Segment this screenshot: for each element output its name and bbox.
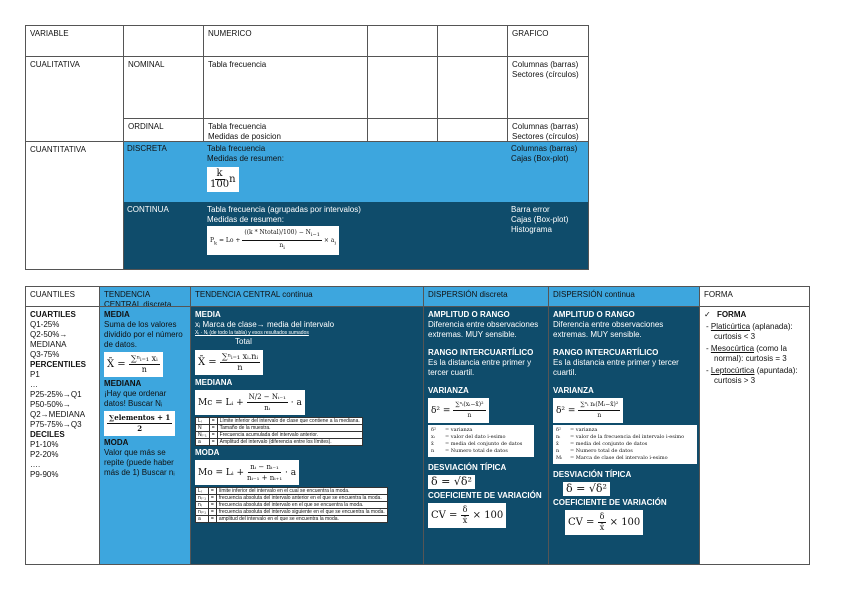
- legend-description: Tamaño de la muestra.: [217, 425, 362, 432]
- dt-continua-formula: δ = √δ²: [563, 482, 610, 496]
- legend-equals: =: [208, 502, 216, 509]
- forma-term: Platicúrtica: [710, 322, 751, 331]
- mediana-legend-table: [195, 417, 363, 446]
- cuartil-item: MEDIANA: [30, 340, 67, 349]
- moda-legend-table: [195, 487, 388, 523]
- decil-item: ….: [30, 460, 41, 469]
- header-tc-continua: TENDENCIA CENTRAL continua: [190, 286, 424, 307]
- moc-eq-lhs: Mo = Lᵢ +: [198, 468, 245, 478]
- riq-continua-title: RANGO INTERCUARTÍLICO: [553, 348, 659, 357]
- variance-legend-description: = varianza: [570, 427, 598, 433]
- legend-symbol: Nᵢ₋₁: [196, 432, 210, 439]
- variance-legend-row: [431, 441, 531, 448]
- var-discreta-formula: [428, 398, 489, 423]
- legend-symbol: N: [196, 425, 210, 432]
- moc-eq-num: nᵢ − nᵢ₋₁: [250, 463, 279, 471]
- media-continua-text: xᵢ Marca de clase→ media del intervalo: [195, 320, 335, 329]
- cvd-eq-den: x̄: [462, 516, 468, 525]
- legend-equals: =: [208, 516, 216, 523]
- fc-tail: × a: [321, 237, 335, 245]
- variance-legend-row: [431, 434, 531, 441]
- continua-label: CONTINUA: [127, 205, 169, 214]
- forma-term: Leptocúrtica: [710, 366, 755, 375]
- header-forma: FORMA: [699, 286, 810, 307]
- nominal-blank-2: [437, 56, 508, 119]
- legend-equals: =: [209, 432, 217, 439]
- cvc-eq-den: x̄: [599, 523, 605, 532]
- riq-discreta-title: RANGO INTERCUARTÍLICO: [428, 348, 534, 357]
- legend-description: Límite inferior del intervalo de clase que contiene a la mediana.: [217, 418, 362, 425]
- forma-description: (apuntada): curtosis > 3: [714, 366, 798, 385]
- percentil-item: Q2→MEDIANA: [30, 410, 86, 419]
- header-disp-discreta: DISPERSIÓN discreta: [423, 286, 549, 307]
- fc-num-sub: i−1: [310, 232, 320, 239]
- percentil-item: P1: [30, 370, 40, 379]
- cualitativa-label: CUALITATIVA: [25, 56, 124, 142]
- variance-legend-description: = Numero total de datos: [570, 448, 633, 454]
- var-continua-title: VARIANZA: [553, 386, 594, 395]
- percentil-item: …: [30, 380, 38, 389]
- variance-legend-description: = media del conjunto de datos: [570, 441, 648, 447]
- cuartil-item: Q3-75%: [30, 350, 60, 359]
- nominal-label: NOMINAL: [123, 56, 204, 119]
- cv-discreta-title: COEFICIENTE DE VARIACIÓN: [428, 491, 542, 500]
- legend-description: Frecuencia acumulada del intervalo anterior.: [217, 432, 362, 439]
- media-continua-title: MEDIA: [195, 310, 221, 319]
- variance-legend-description: = valor del dato i-esimo: [445, 434, 506, 440]
- legend-row: [196, 488, 388, 495]
- mc-eq-den: n: [237, 363, 243, 372]
- legend-row: [196, 418, 363, 425]
- legend-row: [196, 509, 388, 516]
- decil-item: P9-90%: [30, 470, 59, 479]
- mediana-continua-title: MEDIANA: [195, 378, 233, 387]
- bullet-dash: -: [706, 366, 711, 375]
- header-grafico: GRAFICO: [507, 25, 589, 57]
- dt-discreta-formula: δ = √δ²: [428, 475, 475, 489]
- header-numerico: NUMERICO: [203, 25, 368, 57]
- cvd-eq-tail: × 100: [472, 510, 504, 521]
- media-text: Suma de los valores dividido por el número de datos.: [104, 320, 183, 349]
- vd-eq-num: ∑ⁿᵢ(xᵢ−x̄)²: [453, 400, 485, 411]
- header-disp-continua: DISPERSIÓN continua: [548, 286, 700, 307]
- mediana-continua-formula: [195, 390, 305, 415]
- legend-equals: =: [208, 495, 216, 502]
- legend-symbol: nᵢ: [196, 502, 209, 509]
- media-title: MEDIA: [104, 310, 130, 319]
- ordinal-num-1: Tabla frecuencia: [208, 122, 267, 131]
- legend-equals: =: [209, 425, 217, 432]
- header-blank-2: [367, 25, 438, 57]
- variance-legend-row: [431, 448, 531, 455]
- cuartiles-title: CUARTILES: [30, 310, 76, 319]
- variance-legend-row: [556, 441, 694, 448]
- tc-discreta-column: [99, 306, 191, 565]
- cv-continua-formula: [565, 510, 643, 535]
- variance-legend-symbol: Mᵢ: [556, 455, 563, 461]
- variance-legend-symbol: δ²: [556, 427, 562, 433]
- cvd-eq-num: δ: [462, 505, 468, 514]
- mc-eq-lhs: X̄ =: [198, 357, 217, 368]
- variance-legend-description: = Marca de clase del intervalo i-esimo: [570, 455, 668, 461]
- forma-item: [704, 322, 805, 342]
- moc-eq-tail: · a: [285, 468, 297, 478]
- legend-description: frecuencia absoluta del intervalo en el que se encuentra la moda.: [216, 502, 387, 509]
- cuartiles-list: [30, 320, 95, 360]
- variance-legend-symbol: nᵢ: [556, 434, 561, 440]
- legend-equals: =: [208, 509, 216, 516]
- nominal-grafico-2: Sectores (círculos): [512, 70, 579, 79]
- percentil-item: P75-75%→Q3: [30, 420, 82, 429]
- mediana-eq-den: 2: [137, 424, 143, 433]
- variance-legend-row: [556, 427, 694, 434]
- nominal-grafico: [507, 56, 589, 119]
- mec-eq-den: nᵢ: [264, 404, 271, 412]
- cvc-eq-lhs: CV =: [568, 517, 595, 528]
- cuartil-item: Q2-50%→: [30, 330, 68, 339]
- header-variable: VARIABLE: [25, 25, 124, 57]
- legend-equals: =: [208, 488, 216, 495]
- variance-legend-symbol: x̄: [431, 441, 434, 447]
- discreta-num-1: Tabla frecuencia: [207, 144, 266, 153]
- mediana-text: ¡Hay que ordenar datos! Buscar Nᵢ: [104, 389, 167, 408]
- legend-symbol: Lᵢ: [196, 488, 209, 495]
- header-tc-discreta: TENDENCIA CENTRAL discreta: [99, 286, 191, 307]
- amp-discreta-title: AMPLITUD O RANGO: [428, 310, 510, 319]
- deciles-title: DECILES: [30, 430, 65, 439]
- cvd-eq-lhs: CV =: [431, 510, 458, 521]
- continua-num-2: Medidas de resumen:: [207, 215, 284, 224]
- ordinal-grafico: [507, 118, 589, 142]
- cuartil-item: Q1-25%: [30, 320, 60, 329]
- ordinal-label: ORDINAL: [123, 118, 204, 142]
- forma-item: [704, 344, 805, 364]
- cuantiles-column: [25, 306, 100, 565]
- discreta-num-2: Medidas de resumen:: [207, 154, 284, 163]
- variance-legend-symbol: xᵢ: [431, 434, 435, 440]
- legend-description: frecuencia absoluta del intervalo siguiente en el que se encuentra la moda.: [216, 509, 387, 516]
- forma-term: Mesocúrtica: [710, 344, 755, 353]
- mec-eq-num: N/2 − Nᵢ₋₁: [248, 393, 286, 401]
- moda-title: MODA: [104, 438, 129, 447]
- nominal-numerico: Tabla frecuencia: [203, 56, 368, 119]
- vc-eq-num: ∑ⁿᵢ nᵢ(Mᵢ−x̄)²: [578, 400, 620, 411]
- forma-description: (aplanada): curtosis < 3: [714, 322, 793, 341]
- media-continua-note: Xᵢ · Nᵢ (de todo la tabla) y esos resultados sumados: [195, 330, 309, 336]
- amp-continua-title: AMPLITUD O RANGO: [553, 310, 635, 319]
- ordinal-grafico-1: Columnas (barras): [512, 122, 579, 131]
- cvc-eq-num: δ: [599, 512, 605, 521]
- fc-sub: k: [214, 240, 218, 247]
- media-eq-lhs: X̄ =: [107, 359, 126, 370]
- variance-legend-row: [556, 448, 694, 455]
- variance-legend-description: = varianza: [445, 427, 473, 433]
- ordinal-numerico: [203, 118, 368, 142]
- riq-continua-text: Es la distancia entre primer y tercer cuartil.: [553, 358, 679, 377]
- ordinal-blank-2: [437, 118, 508, 142]
- legend-equals: =: [209, 439, 217, 446]
- continua-grafico-3: Histograma: [511, 225, 552, 234]
- header-cuantiles: CUANTILES: [25, 286, 100, 307]
- fc-lhs: P: [210, 237, 215, 245]
- mediana-title: MEDIANA: [104, 379, 142, 388]
- variance-legend-description: = valor de la frecuencia del intervalo i-esimo: [570, 434, 685, 440]
- ordinal-blank: [367, 118, 438, 142]
- percentiles-list: [30, 370, 95, 430]
- forma-column: [699, 306, 810, 565]
- legend-row: [196, 495, 388, 502]
- dt-continua-title: DESVIACIÓN TÍPICA: [553, 470, 632, 479]
- tc-continua-column: [190, 306, 424, 565]
- fc-tail-sub: i: [334, 240, 336, 247]
- vd-eq-lhs: δ² =: [431, 406, 451, 416]
- header-blank: [123, 25, 204, 57]
- discreta-label: DISCRETA: [127, 144, 167, 153]
- var-continua-formula: [553, 398, 623, 423]
- forma-description: (como la normal): curtosis = 3: [714, 344, 787, 363]
- amp-continua-text: Diferencia entre observaciones extremas. MUY sensible.: [553, 320, 664, 339]
- nominal-grafico-1: Columnas (barras): [512, 60, 579, 69]
- ordinal-grafico-2: Sectores (círculos): [512, 132, 579, 141]
- mediana-eq-num: ∑elementos + 1: [109, 413, 171, 422]
- ordinal-num-2: Medidas de posicion: [208, 132, 281, 141]
- cuantitativa-border: [123, 141, 589, 270]
- vd-eq-den: n: [467, 412, 472, 419]
- variance-legend-row: [431, 427, 531, 434]
- continua-num-1: Tabla frecuencia (agrupadas por intervalos): [207, 205, 361, 214]
- forma-heading: [704, 310, 805, 320]
- var-discreta-legend: [428, 425, 534, 457]
- disp-continua-column: [548, 306, 700, 565]
- variance-legend-row: [556, 434, 694, 441]
- mediana-formula: [104, 411, 175, 436]
- discreta-grafico-2: Cajas (Box-plot): [511, 154, 569, 163]
- legend-symbol: Lᵢ: [196, 418, 210, 425]
- disp-discreta-column: [423, 306, 549, 565]
- nominal-blank: [367, 56, 438, 119]
- moda-continua-title: MODA: [195, 448, 220, 457]
- variance-legend-description: = media del conjunto de datos: [445, 441, 523, 447]
- variance-legend-symbol: n: [431, 448, 435, 454]
- dt-discreta-title: DESVIACIÓN TÍPICA: [428, 463, 507, 472]
- fc-den: n: [279, 242, 284, 250]
- media-continua-total: Total: [235, 337, 252, 346]
- legend-description: Amplitud del intervalo (diferencia entre los límites).: [217, 439, 362, 446]
- variance-legend-symbol: n: [556, 448, 560, 454]
- formula-n: n: [229, 174, 236, 185]
- media-eq-num: ∑ⁿᵢ₌₁ xᵢ: [130, 354, 158, 363]
- bullet-dash: -: [706, 322, 711, 331]
- header-blank-3: [437, 25, 508, 57]
- legend-description: límite inferior del intervalo en el cual se encuentra la moda.: [216, 488, 387, 495]
- legend-symbol: a: [196, 439, 210, 446]
- media-eq-den: n: [141, 365, 147, 374]
- mc-eq-num: ∑ⁿᵢ₌₁ xᵢ.nᵢ: [221, 352, 259, 361]
- fc-num: ((k * Ntotal)/100) − N: [244, 229, 311, 236]
- decil-item: P2-20%: [30, 450, 59, 459]
- cuantitativa-label: CUANTITATIVA: [25, 141, 124, 270]
- variance-legend-row: [556, 455, 694, 462]
- media-formula: [104, 352, 163, 377]
- legend-row: [196, 432, 363, 439]
- formula-num: k: [216, 168, 223, 179]
- legend-description: frecuencia absoluta del intervalo anterior en el que se encuentra la moda.: [216, 495, 387, 502]
- formula-den: 100: [210, 179, 230, 190]
- media-continua-formula: [195, 350, 263, 375]
- variance-legend-description: = Numero total de datos: [445, 448, 508, 454]
- var-continua-legend: [553, 425, 697, 464]
- forma-title: FORMA: [716, 310, 747, 319]
- fc-mid: = Lo +: [217, 237, 243, 245]
- check-icon: ✓: [704, 310, 711, 319]
- moda-text: Valor que más se repite (puede haber más de 1) Buscar nᵢ: [104, 448, 175, 477]
- vc-eq-den: n: [597, 412, 602, 419]
- var-discreta-title: VARIANZA: [428, 386, 469, 395]
- legend-symbol: nᵢ₋₁: [196, 495, 209, 502]
- vc-eq-lhs: δ² =: [556, 406, 576, 416]
- cvc-eq-tail: × 100: [609, 517, 641, 528]
- percentil-item: P50-50%→: [30, 400, 71, 409]
- cv-continua-title: COEFICIENTE DE VARIACIÓN: [553, 498, 667, 507]
- bullet-dash: -: [706, 344, 711, 353]
- forma-item: [704, 366, 805, 386]
- variance-legend-symbol: x̄: [556, 441, 559, 447]
- percentiles-title: PERCENTILES: [30, 360, 87, 369]
- moda-continua-formula: [195, 460, 299, 485]
- deciles-list: [30, 440, 95, 480]
- legend-equals: =: [209, 418, 217, 425]
- amp-discreta-text: Diferencia entre observaciones extremas. MUY sensible.: [428, 320, 539, 339]
- percentil-item: P25-25%→Q1: [30, 390, 82, 399]
- cv-discreta-formula: [428, 503, 506, 528]
- legend-description: amplitud del intervalo en el que se encuentra la moda.: [216, 516, 387, 523]
- legend-row: [196, 425, 363, 432]
- continua-grafico-2: Cajas (Box-plot): [511, 215, 569, 224]
- forma-list: [704, 322, 805, 386]
- legend-row: [196, 502, 388, 509]
- legend-symbol: a: [196, 516, 209, 523]
- mec-eq-tail: · a: [290, 398, 302, 408]
- discreta-grafico-1: Columnas (barras): [511, 144, 578, 153]
- fc-den-sub: i: [283, 245, 285, 252]
- decil-item: P1-10%: [30, 440, 59, 449]
- mec-eq-lhs: Mc = Lᵢ +: [198, 398, 244, 408]
- riq-discreta-text: Es la distancia entre primer y tercer cuartil.: [428, 358, 532, 377]
- legend-row: [196, 439, 363, 446]
- moc-eq-den: nᵢ₋₁ + nᵢ₊₁: [246, 474, 283, 482]
- legend-symbol: nᵢ₊₁: [196, 509, 209, 516]
- legend-row: [196, 516, 388, 523]
- variance-legend-symbol: δ²: [431, 427, 437, 433]
- continua-grafico-1: Barra error: [511, 205, 550, 214]
